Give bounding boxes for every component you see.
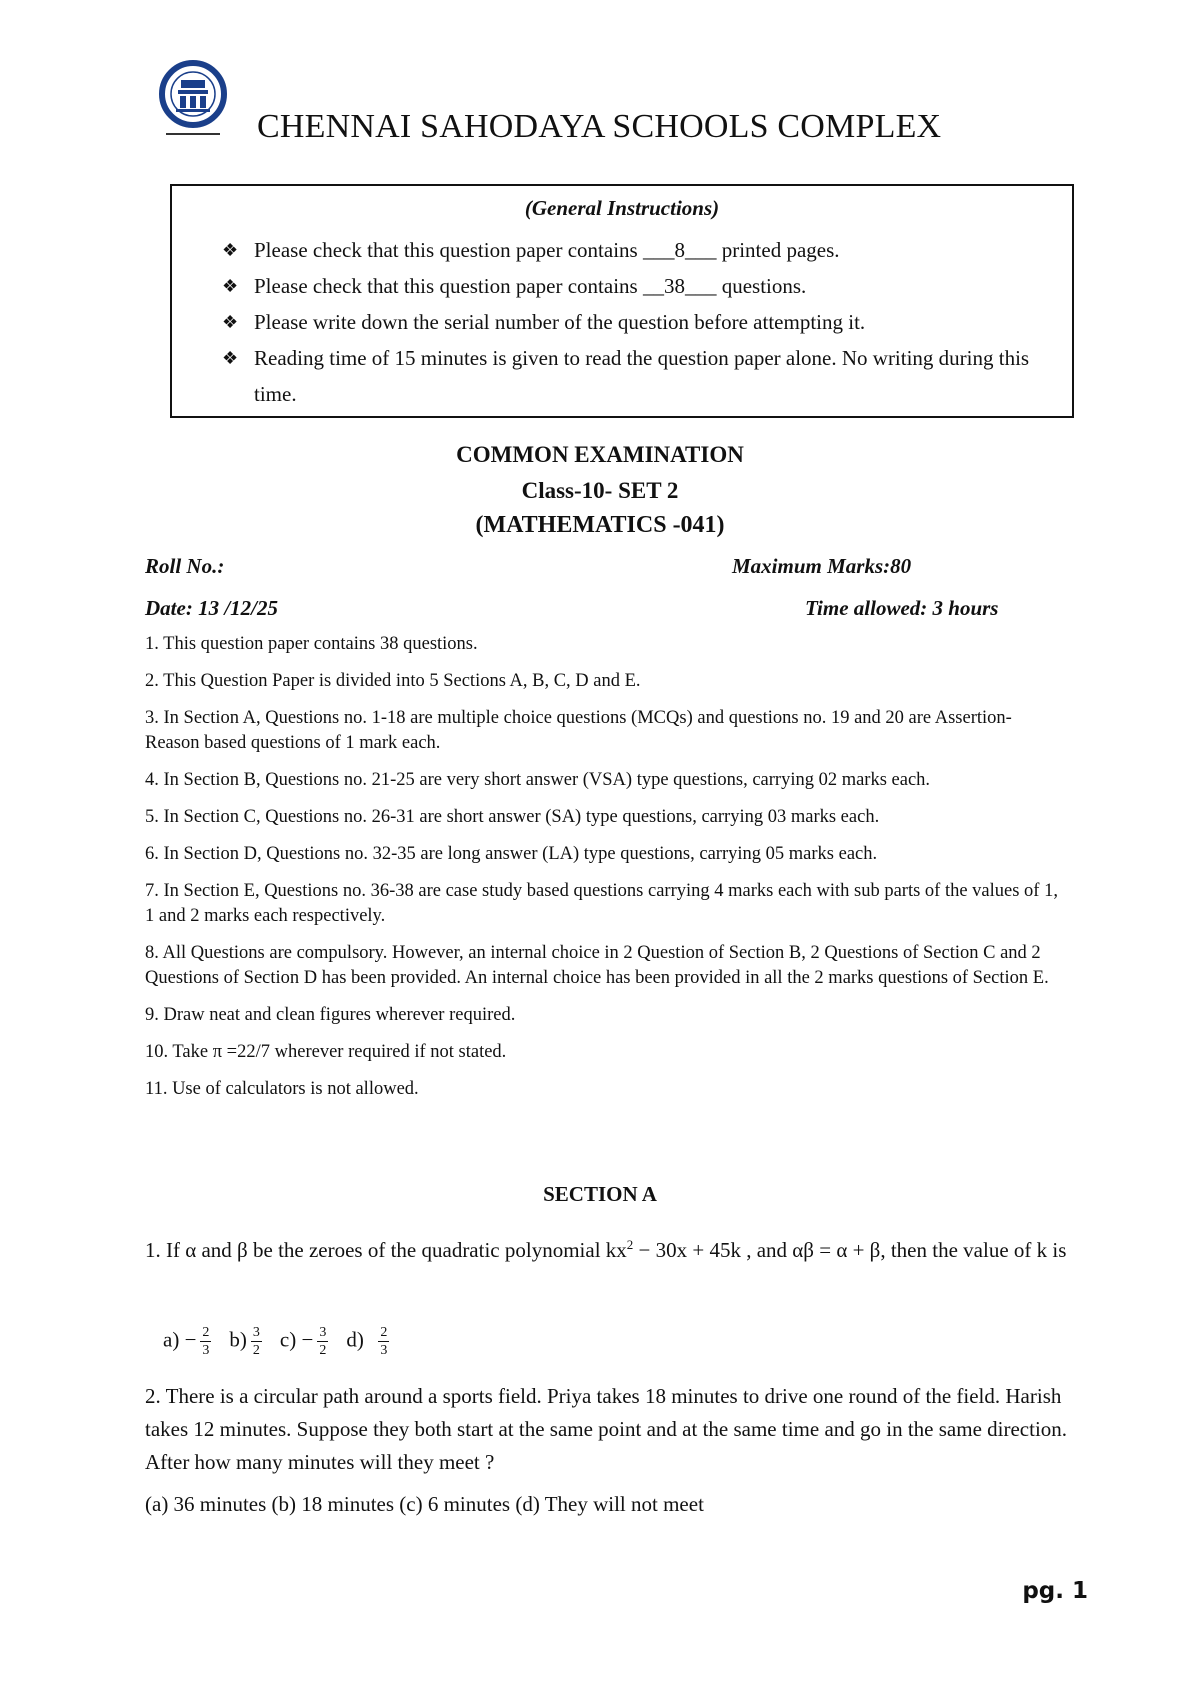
general-instruction: 10. Take π =22/7 wherever required if not stated. [145,1042,507,1062]
question-1-options [163,1316,393,1366]
question-2: 2. There is a circular path around a sports field. Priya takes 18 minutes to drive one round of the field. Harish takes 12 minutes. Suppose they both start at the same point and at the same time and go in the same direction. After how many minutes will they meet ? [145,1384,1068,1474]
maximum-marks: Maximum Marks:80 [732,554,912,578]
diamond-bullet-icon: ❖ [222,312,239,332]
diamond-bullet-icon: ❖ [222,276,239,296]
fraction: $\frac{3}{2}$ [252,1324,260,1358]
exam-title: COMMON EXAMINATION [456,442,744,467]
fraction: $\frac{2}{3}$ [202,1324,210,1358]
general-instruction: 2. This Question Paper is divided into 5 Sections A, B, C, D and E. [145,671,641,691]
option-b: b) $\frac{3}{2}$ [229,1324,260,1358]
instructions-heading: (General Instructions) [524,196,720,220]
option-c: c) − $\frac{3}{2}$ [279,1324,327,1358]
general-instruction: 11. Use of calculators is not allowed. [145,1079,419,1099]
general-instruction: 6. In Section D, Questions no. 32-35 are long answer (LA) type questions, carrying 05 marks each. [145,844,878,864]
option-a: a) − $\frac{2}{3}$ [163,1324,210,1358]
fraction: $\frac{2}{3}$ [380,1324,388,1358]
diamond-bullet-icon: ❖ [222,240,239,260]
instruction-item: ❖ Please check that this question paper contains ___8___ printed pages. [222,232,1062,268]
exam-date: Date: 13 /12/25 [145,596,278,620]
question-2-options: (a) 36 minutes (b) 18 minutes (c) 6 minutes (d) They will not meet [145,1492,704,1516]
question-1: 1. If α and β be the zeroes of the quadratic polynomial $kx^2 - 30x + 45k$ , and αβ = α + β, then the value of k is [145,1237,1067,1262]
school-logo [148,60,238,140]
instruction-item: ❖ Please write down the serial number of the question before attempting it. [222,304,1062,340]
page-number: pg. 1 [1022,1578,1088,1604]
general-instructions-box [170,184,1074,418]
fraction: $\frac{3}{2}$ [319,1324,327,1358]
school-name: CHENNAI SAHODAYA SCHOOLS COMPLEX [257,108,942,145]
instructions-list [222,232,1062,412]
general-instruction: 7. In Section E, Questions no. 36-38 are case study based questions carrying 4 marks each with sub parts of the values of 1, 1 and 2 marks each respectively. [145,881,1058,926]
subject-title: (MATHEMATICS -041) [475,512,725,538]
general-instruction: 3. In Section A, Questions no. 1-18 are multiple choice questions (MCQs) and questions no. 19 and 20 are Assertion- Reason based questions of 1 mark each. [145,708,1012,753]
instruction-item: ❖ Reading time of 15 minutes is given to read the question paper alone. No writing during this time. [222,340,1062,412]
diamond-bullet-icon: ❖ [222,348,239,368]
general-instructions-list [145,632,1065,1114]
general-instruction: 4. In Section B, Questions no. 21-25 are very short answer (VSA) type questions, carrying 02 marks each. [145,770,931,790]
section-a-title: SECTION A [543,1182,657,1206]
instruction-item: ❖ Please check that this question paper contains __38___ questions. [222,268,1062,304]
general-instruction: 8. All Questions are compulsory. However, an internal choice in 2 Question of Section B, 2 Questions of Section C and 2 Questions of Section D has been provided. An internal choice has been provided in all the 2 marks questions of Section E. [145,943,1049,988]
general-instruction: 9. Draw neat and clean figures wherever required. [145,1005,516,1025]
general-instruction: 1. This question paper contains 38 questions. [145,634,478,654]
time-allowed: Time allowed: 3 hours [805,596,999,620]
roll-number: Roll No.: [145,554,225,578]
class-set: Class-10- SET 2 [521,478,679,503]
general-instruction: 5. In Section C, Questions no. 26-31 are short answer (SA) type questions, carrying 03 marks each. [145,807,880,827]
option-d: d) $\frac{2}{3}$ [346,1324,388,1358]
